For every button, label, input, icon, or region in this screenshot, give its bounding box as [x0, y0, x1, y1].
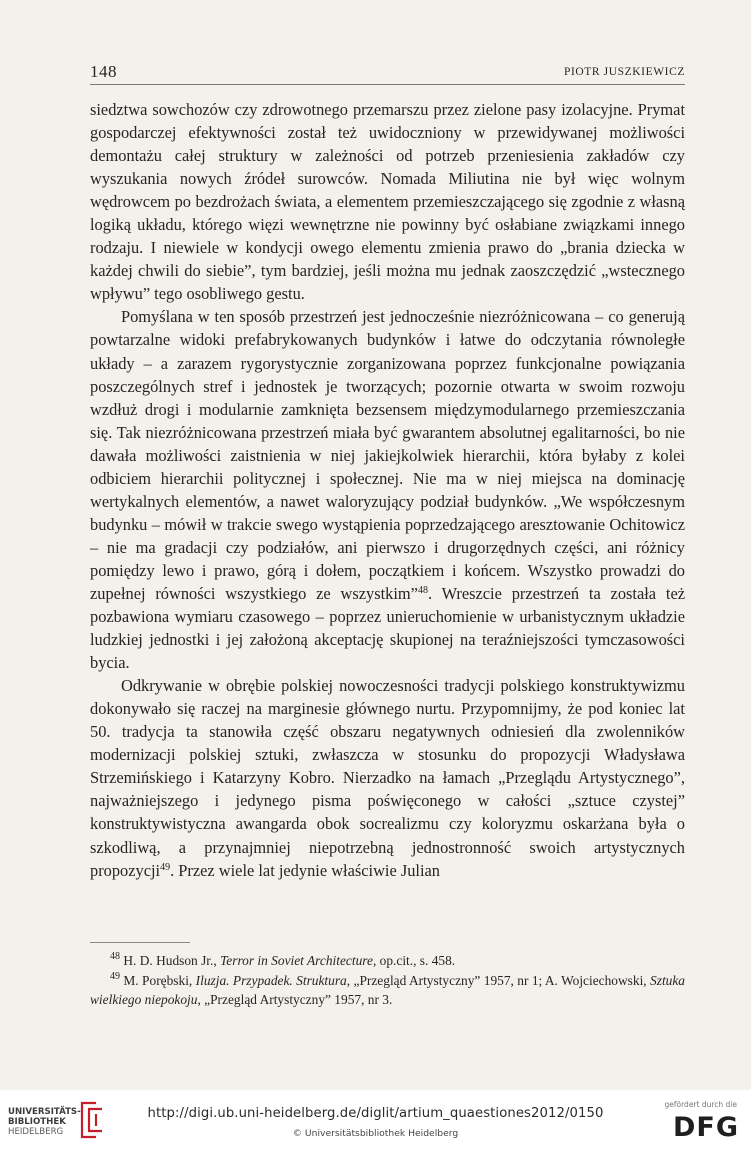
footnote-48-number: 48 [110, 951, 120, 962]
page-header [90, 60, 685, 85]
paragraph-3 [90, 674, 685, 881]
library-name-line-1: UNIVERSITÄTS- [8, 1107, 81, 1117]
footnote-49 [90, 971, 685, 1010]
paragraph-2-text-a: Pomyślana w ten sposób przestrzeń jest jednocześnie niezróżnicowana – co generują powtarzalne widoki prefabrykowanych budynków i łatwe do odczytania równoległe układy – a zarazem rygorystycznie zorganizowana poprzez funkcjonalne powiązania poszczególnych stref i jednostek je tworzących; pozornie otwarta w swoim rozwoju wzdłuż drogi i modularnie zamknięta bezsensem międzymodularnego przemieszczania się. Tak niezróżnicowana przestrzeń miała być gwarantem absolutnej egalitarności, bo nie dawała możliwości zaistnienia w niej jakiejkolwiek hierarchii, która byłaby z kolei odbiciem hierarchii politycznej i społecznej. Nie ma w niej miejsca na dominację wertykalnych elementów, a nawet waloryzujący podział budynków. „We współczesnym budynku – mówił w trakcie swego wystąpienia poprzedzającego aresztowanie Ochitowicz – nie ma gradacji czy podziałów, ani pierwszo i drugorzędnych części, ani różnicy pomiędzy lewo i prawo, górą i dołem, początkiem i końcem. Wszystko prowadzi do zupełnej równości wszystkiego ze wszystkim” [90, 307, 685, 603]
funding-note: gefördert durch die [664, 1100, 737, 1109]
footnote-48-text: H. D. Hudson Jr., [120, 953, 221, 968]
copyright-notice: © Universitätsbibliothek Heidelberg [292, 1128, 459, 1139]
footnote-49-title-1: Iluzja. Przypadek. Struktura [195, 972, 347, 988]
library-name-line-2: BIBLIOTHEK [8, 1117, 66, 1127]
footnote-49-title-2: Sztuka wielkiego niepokoju [90, 972, 685, 1007]
permalink-url[interactable]: http://digi.ub.uni-heidelberg.de/diglit/artium_quaestiones2012/0150 [147, 1106, 604, 1121]
running-head: PIOTR JUSZKIEWICZ [563, 66, 685, 78]
dfg-logo[interactable] [659, 1096, 739, 1142]
paragraph-1: siedztwa sowchozów czy zdrowotnego przemarszu przez zielone pasy izolacyjne. Prymat gospodarczej efektywności został też uwidoczniony w przewidywanej możliwości demontażu całej struktury w zależności od potrzeb przeniesienia zakładów czy wyszukania nowych źródeł surowców. Nomada Miliutina nie był więc wolnym wędrowcem po bezdrożach świata, a elementem przemieszczającego się zgodnie z własną logiką układu, którego więzi wewnętrzne nie powinny być osłabiane związkami innego rodzaju. I niewiele w kondycji owego elementu zmienia prawo do „brania dziecka w każdej chwili do siebie”, tym bardziej, jeśli można mu jednak zaoszczędzić „wstecznego wpływu” tego osobliwego gestu. [90, 100, 685, 304]
footnote-ref-49[interactable]: 49 [160, 861, 171, 873]
footnote-49-citation-2: , „Przegląd Artystyczny” 1957, nr 3. [197, 992, 393, 1007]
digitization-footer [0, 1090, 751, 1149]
footnote-49-text: M. Porębski, [120, 972, 196, 988]
dfg-logo-mark: DFG [672, 1112, 739, 1143]
footnote-49-citation-1: , „Przegląd Artystyczny” 1957, nr 1; A. Wojciechowski, [346, 972, 651, 988]
body-text [90, 98, 685, 882]
paragraph-2 [90, 305, 685, 674]
paragraph-3-text-a: Odkrywanie w obrębie polskiej nowoczesności tradycji polskiego konstruktywizmu dokonywało się raczej na marginesie głównego nurtu. Przypomnijmy, że pod koniec lat 50. tradycja ta stanowiła część obszaru negatywnych odniesień dla zwolenników modernizacji polskiej sztuki, zwłaszcza w stosunku do propozycji Władysława Strzemińskiego i Katarzyny Kobro. Nierzadko na łamach „Przeglądu Artystycznego”, najważniejszego i jedynego pisma poświęconego w całości „sztuce czystej” konstruktywistyczna awangarda obok socrealizmu czy koloryzmu oskarżana była o szkodliwą, a przynajmniej niepotrzebną jednostronność swoich artystycznych propozycji [90, 676, 685, 880]
footnote-48-title: Terror in Soviet Architecture [220, 953, 373, 968]
paragraph-3-text-b: . Przez wiele lat jedynie właściwie Julian [170, 860, 440, 880]
page-number: 148 [90, 62, 117, 81]
footnote-48-citation: , op.cit., s. 458. [372, 953, 456, 968]
footnote-48 [90, 951, 685, 971]
footnote-49-number: 49 [110, 970, 120, 982]
paragraph-2-text-b: . Wreszcie przestrzeń ta została też pozbawiona wymiaru czasowego – poprzez unieruchomienie w urbanistycznym układzie ludzkiej jednostki i jej założoną akceptację skupionej na teraźniejszości tymczasowości bycia. [90, 583, 685, 673]
footnotes [90, 951, 685, 1010]
footnote-ref-48[interactable]: 48 [417, 584, 428, 596]
library-name-line-3: HEIDELBERG [8, 1127, 64, 1137]
footnote-divider [90, 942, 190, 943]
